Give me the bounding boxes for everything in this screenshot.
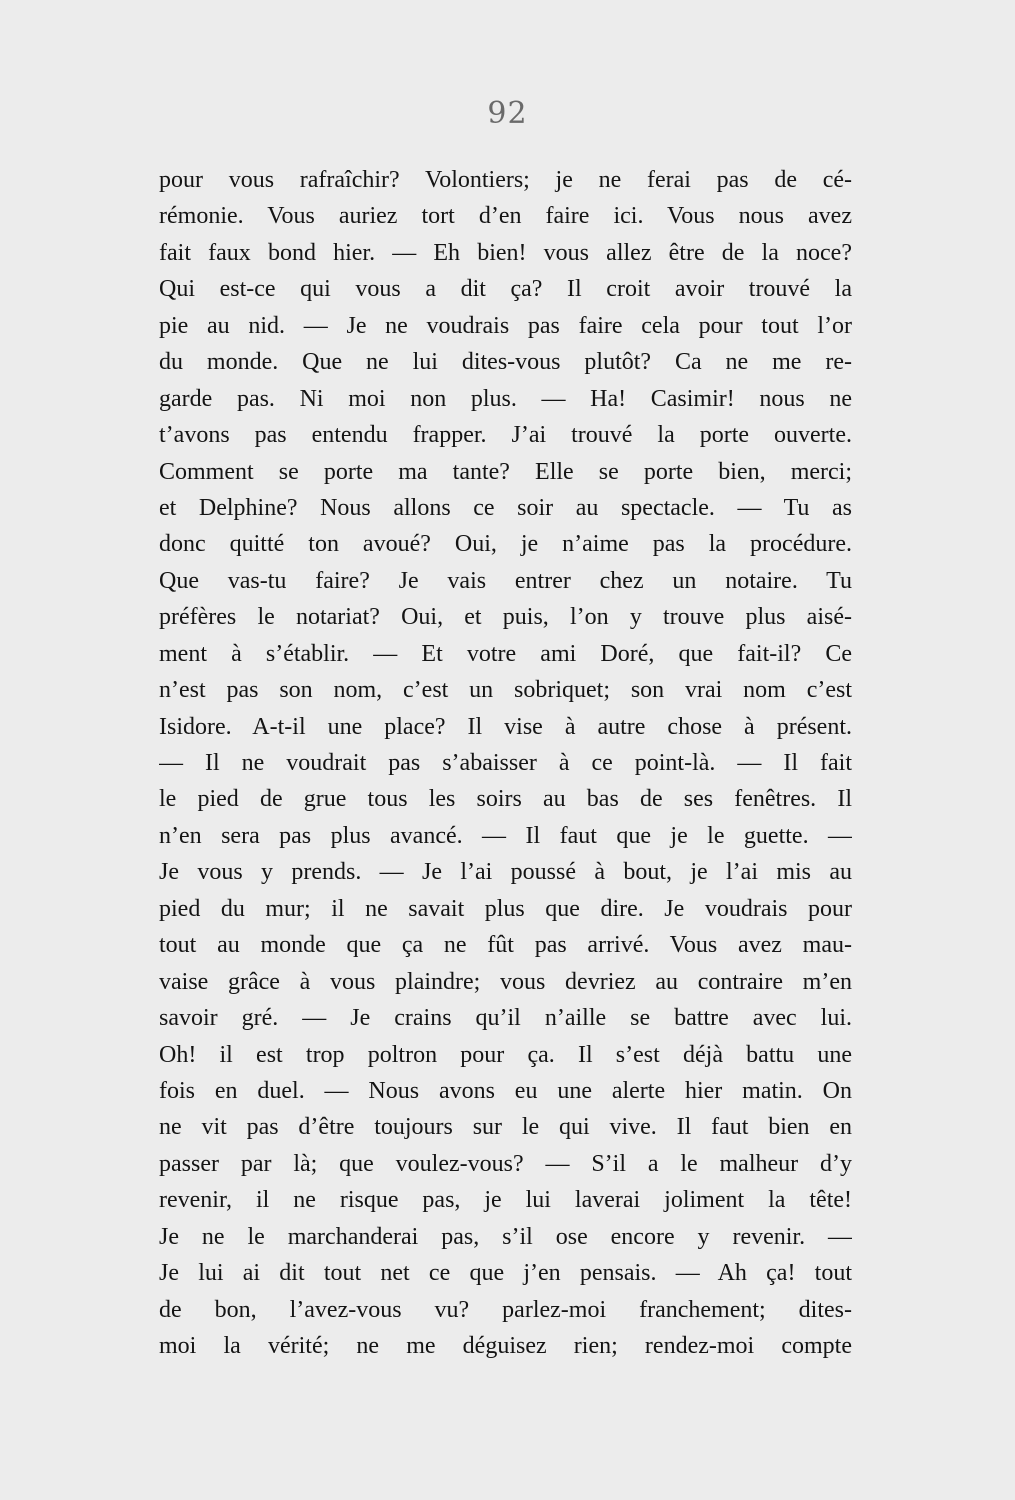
text-line: du monde. Que ne lui dites-vous plutôt? Ca ne me re- xyxy=(159,349,852,376)
text-line: pour vous rafraîchir? Volontiers; je ne ferai pas de cé- xyxy=(159,167,852,193)
text-line: tout au monde que ça ne fût pas arrivé. Vous avez mau- xyxy=(159,932,852,959)
page-number: 92 xyxy=(487,96,528,131)
text-line: pie au nid. — Je ne voudrais pas faire cela pour tout l’or xyxy=(159,312,852,339)
text-line: revenir, il ne risque pas, je lui laverai joliment la tête! xyxy=(159,1187,852,1214)
text-line: ment à s’établir. — Et votre ami Doré, que fait-il? Ce xyxy=(159,640,852,667)
text-line: moi la vérité; ne me déguisez rien; rendez-moi compte xyxy=(159,1333,852,1359)
body-text xyxy=(159,162,852,1364)
text-line: Oh! il est trop poltron pour ça. Il s’est déjà battu une xyxy=(159,1041,852,1068)
text-line: Comment se porte ma tante? Elle se porte bien, merci; xyxy=(159,458,852,485)
text-line: rémonie. Vous auriez tort d’en faire ici. Vous nous avez xyxy=(159,203,852,230)
text-line: Je vous y prends. — Je l’ai poussé à bout, je l’ai mis au xyxy=(159,859,852,886)
text-line: — Il ne voudrait pas s’abaisser à ce point-là. — Il fait xyxy=(159,750,852,776)
text-line: Je ne le marchanderai pas, s’il ose encore y revenir. — xyxy=(159,1223,852,1250)
text-line: passer par là; que voulez-vous? — S’il a le malheur d’y xyxy=(159,1150,852,1177)
text-line: vaise grâce à vous plaindre; vous devriez au contraire m’en xyxy=(159,968,852,995)
text-line: Que vas-tu faire? Je vais entrer chez un notaire. Tu xyxy=(159,567,852,594)
text-line: préfères le notariat? Oui, et puis, l’on y trouve plus aisé- xyxy=(159,604,852,631)
text-line: n’en sera pas plus avancé. — Il faut que je le guette. — xyxy=(159,822,852,849)
text-line: n’est pas son nom, c’est un sobriquet; son vrai nom c’est xyxy=(159,677,852,704)
text-line: Qui est-ce qui vous a dit ça? Il croit avoir trouvé la xyxy=(159,276,852,303)
text-line: fait faux bond hier. — Eh bien! vous allez être de la noce? xyxy=(159,239,852,266)
text-line: de bon, l’avez-vous vu? parlez-moi franchement; dites- xyxy=(159,1296,852,1323)
text-line: fois en duel. — Nous avons eu une alerte hier matin. On xyxy=(159,1077,852,1104)
text-line: ne vit pas d’être toujours sur le qui vive. Il faut bien en xyxy=(159,1114,852,1141)
text-line: Je lui ai dit tout net ce que j’en pensais. — Ah ça! tout xyxy=(159,1260,852,1287)
text-line: Isidore. A-t-il une place? Il vise à autre chose à présent. xyxy=(159,713,852,740)
text-line: garde pas. Ni moi non plus. — Ha! Casimir! nous ne xyxy=(159,385,852,412)
text-line: pied du mur; il ne savait plus que dire. Je voudrais pour xyxy=(159,895,852,922)
text-line: t’avons pas entendu frapper. J’ai trouvé la porte ouverte. xyxy=(159,422,852,449)
text-line: donc quitté ton avoué? Oui, je n’aime pas la procédure. xyxy=(159,531,852,558)
text-line: le pied de grue tous les soirs au bas de ses fenêtres. Il xyxy=(159,786,852,813)
text-line: savoir gré. — Je crains qu’il n’aille se battre avec lui. xyxy=(159,1005,852,1032)
text-line: et Delphine? Nous allons ce soir au spectacle. — Tu as xyxy=(159,494,852,521)
